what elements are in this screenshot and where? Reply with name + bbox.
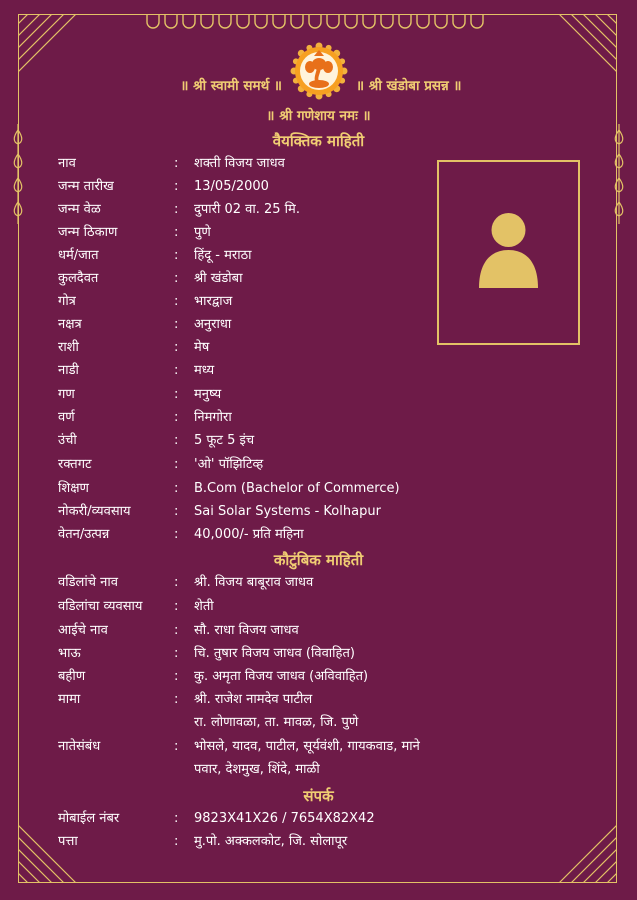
- personal-row: वर्ण : निमगोरा: [58, 407, 232, 429]
- family-row: आईचे नाव : सौ. राधा विजय जाधव: [58, 620, 299, 642]
- row-value: 9823X41X26 / 7654X82X42: [194, 811, 375, 826]
- personal-row: नाडी : मध्य: [58, 360, 214, 382]
- row-label: जन्म तारीख: [58, 179, 114, 194]
- blessing-left: ॥ श्री स्वामी समर्थ ॥: [180, 78, 282, 94]
- section-title-family: कौटुंबिक माहिती: [273, 551, 364, 569]
- row-value: 13/05/2000: [194, 179, 269, 194]
- row-value: श्री. विजय बाबूराव जाधव: [194, 575, 314, 590]
- ganesha-logo: [290, 42, 348, 100]
- row-label: वडिलांचा व्यवसाय: [58, 599, 143, 614]
- row-label: जन्म वेळ: [58, 202, 101, 217]
- row-label: शिक्षण: [58, 481, 89, 496]
- blessing-right: ॥ श्री खंडोबा प्रसन्न ॥: [356, 78, 462, 94]
- row-value: शक्ती विजय जाधव: [194, 156, 285, 171]
- row-value: श्री. राजेश नामदेव पाटील: [194, 692, 313, 707]
- row-value: पुणे: [194, 225, 211, 240]
- section-title-contact: संपर्क: [303, 787, 334, 805]
- row-label: गण: [58, 387, 75, 402]
- family-row: बहीण : कु. अमृता विजय जाधव (अविवाहित): [58, 666, 368, 688]
- row-value: सौ. राधा विजय जाधव: [194, 623, 299, 638]
- row-value: कु. अमृता विजय जाधव (अविवाहित): [194, 669, 369, 684]
- family-row: वडिलांचा व्यवसाय : शेती: [58, 596, 214, 618]
- corner-ornament-top-right: [545, 14, 617, 86]
- family-row: वडिलांचे नाव : श्री. विजय बाबूराव जाधव: [58, 572, 313, 594]
- personal-row: राशी : मेष: [58, 337, 209, 359]
- row-value: निमगोरा: [194, 410, 232, 425]
- row-label: धर्म/जात: [58, 248, 99, 263]
- top-loop-border: [145, 14, 491, 34]
- personal-row: धर्म/जात : हिंदू - मराठा: [58, 245, 252, 267]
- personal-row: गोत्र : भारद्वाज: [58, 291, 232, 313]
- row-label: गोत्र: [58, 294, 76, 309]
- personal-row: नक्षत्र : अनुराधा: [58, 314, 231, 336]
- personal-row: नोकरी/व्यवसाय : Sai Solar Systems - Kolhapur: [58, 501, 381, 523]
- row-value-continued: पवार, देशमुख, शिंदे, माळी: [194, 762, 320, 777]
- personal-row: गण : मनुष्य: [58, 384, 221, 406]
- row-label: राशी: [58, 340, 79, 355]
- row-label: बहीण: [58, 669, 86, 684]
- row-label: पत्ता: [58, 834, 78, 849]
- personal-row: कुलदैवत : श्री खंडोबा: [58, 268, 242, 290]
- personal-row: जन्म वेळ : दुपारी 02 वा. 25 मि.: [58, 199, 300, 221]
- row-value: भारद्वाज: [194, 294, 233, 309]
- row-label: नोकरी/व्यवसाय: [58, 504, 131, 519]
- row-label: आईचे नाव: [58, 623, 108, 638]
- family-row: भाऊ : चि. तुषार विजय जाधव (विवाहित): [58, 643, 355, 665]
- row-value: B.Com (Bachelor of Commerce): [194, 481, 400, 496]
- invocation-text: ॥ श्री गणेशाय नमः ॥: [266, 108, 371, 124]
- row-value: अनुराधा: [194, 317, 232, 332]
- row-value: मध्य: [194, 363, 215, 378]
- personal-row: रक्तगट : 'ओ' पॉझिटिव्ह: [58, 454, 263, 476]
- row-label: भाऊ: [58, 646, 81, 661]
- row-value: 5 फूट 5 इंच: [194, 433, 255, 448]
- section-title-personal: वैयक्तिक माहिती: [272, 132, 365, 150]
- row-value: भोसले, यादव, पाटील, सूर्यवंशी, गायकवाड, माने: [194, 739, 420, 754]
- row-value: 40,000/- प्रति महिना: [194, 527, 304, 542]
- personal-row: उंची : 5 फूट 5 इंच: [58, 430, 254, 452]
- row-label: वडिलांचे नाव: [58, 575, 118, 590]
- personal-row: नाव : शक्ती विजय जाधव: [58, 153, 285, 175]
- row-label: मोबाईल नंबर: [58, 811, 120, 826]
- row-label: नाव: [58, 156, 76, 171]
- personal-row: जन्म तारीख : 13/05/2000: [58, 176, 269, 198]
- row-label: रक्तगट: [58, 457, 92, 472]
- row-value: शेती: [194, 599, 214, 614]
- row-label: वेतन/उत्पन्न: [58, 527, 110, 542]
- row-value: दुपारी 02 वा. 25 मि.: [194, 202, 300, 217]
- row-value: मु.पो. अक्कलकोट, जि. सोलापूर: [194, 834, 348, 849]
- personal-row: शिक्षण : B.Com (Bachelor of Commerce): [58, 478, 400, 500]
- personal-row: वेतन/उत्पन्न : 40,000/- प्रति महिना: [58, 524, 304, 546]
- row-value: 'ओ' पॉझिटिव्ह: [194, 457, 264, 472]
- row-label: वर्ण: [58, 410, 75, 425]
- family-row: मामा : श्री. राजेश नामदेव पाटील: [58, 689, 312, 711]
- contact-row: मोबाईल नंबर : 9823X41X26 / 7654X82X42: [58, 808, 375, 830]
- row-label: मामा: [58, 692, 81, 707]
- person-icon: [439, 162, 578, 343]
- family-row: नातेसंबंध : भोसले, यादव, पाटील, सूर्यवंशी, गायकवाड, माने: [58, 736, 420, 758]
- corner-ornament-bottom-right: [545, 811, 617, 883]
- row-value: चि. तुषार विजय जाधव (विवाहित): [194, 646, 355, 661]
- row-label: नातेसंबंध: [58, 739, 101, 754]
- row-value: मनुष्य: [194, 387, 222, 402]
- row-value: मेष: [194, 340, 210, 355]
- contact-row: पत्ता : मु.पो. अक्कलकोट, जि. सोलापूर: [58, 831, 347, 853]
- row-value: Sai Solar Systems - Kolhapur: [194, 504, 381, 519]
- personal-row: जन्म ठिकाण : पुणे: [58, 222, 211, 244]
- row-label: नक्षत्र: [58, 317, 82, 332]
- row-label: कुलदैवत: [58, 271, 99, 286]
- row-label: उंची: [58, 433, 77, 448]
- row-label: जन्म ठिकाण: [58, 225, 118, 240]
- row-value: श्री खंडोबा: [194, 271, 243, 286]
- row-value-continued: रा. लोणावळा, ता. मावळ, जि. पुणे: [194, 715, 359, 730]
- corner-ornament-top-left: [18, 14, 90, 86]
- row-value: हिंदू - मराठा: [194, 248, 252, 263]
- row-label: नाडी: [58, 363, 79, 378]
- photo-placeholder: [437, 160, 580, 345]
